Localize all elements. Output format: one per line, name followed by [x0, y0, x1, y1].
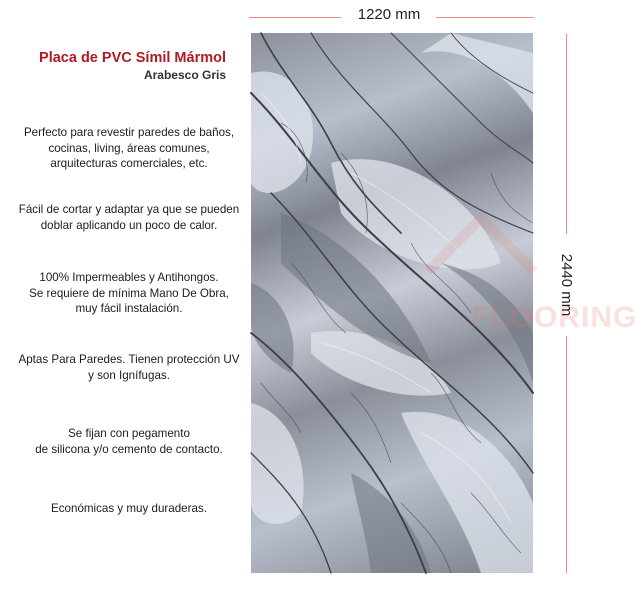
feature-line: arquitecturas comerciales, etc.: [50, 157, 208, 170]
height-dimension-line: [566, 34, 567, 234]
feature-uv-protection: [8, 352, 250, 383]
feature-durability: [8, 501, 250, 517]
feature-line: Se fijan con pegamento: [68, 427, 190, 440]
width-dimension-label: 1220 mm: [357, 6, 421, 23]
feature-uses: [8, 125, 250, 172]
feature-waterproof: [8, 270, 250, 317]
feature-line: cocinas, living, áreas comunes,: [48, 141, 210, 155]
width-dimension-line: [249, 17, 341, 18]
width-dimension-line: [436, 17, 534, 18]
height-dimension-label: 2440 mm: [558, 253, 575, 317]
feature-line: Se requiere de mínima Mano De Obra,: [29, 286, 229, 300]
watermark-logo: FLOORING: [471, 301, 637, 334]
feature-line: de silicona y/o cemento de contacto.: [35, 442, 223, 456]
feature-line: y son Ignífugas.: [88, 368, 170, 382]
feature-line: Aptas Para Paredes. Tienen protección UV: [18, 353, 240, 366]
product-subtitle: Arabesco Gris: [143, 68, 226, 82]
feature-line: 100% Impermeables y Antihongos.: [39, 271, 219, 284]
marble-veins: [251, 33, 533, 573]
height-dimension-line: [566, 336, 567, 573]
feature-line: Fácil de cortar y adaptar ya que se pueden: [18, 203, 240, 216]
feature-cutting: [8, 202, 250, 233]
product-title: Placa de PVC Símil Mármol: [39, 50, 226, 66]
feature-line: muy fácil instalación.: [75, 302, 183, 315]
feature-adhesive: [8, 426, 250, 457]
feature-line: Económicas y muy duraderas.: [51, 502, 207, 515]
feature-line: doblar aplicando un poco de calor.: [40, 218, 218, 232]
feature-line: Perfecto para revestir paredes de baños,: [23, 126, 235, 139]
